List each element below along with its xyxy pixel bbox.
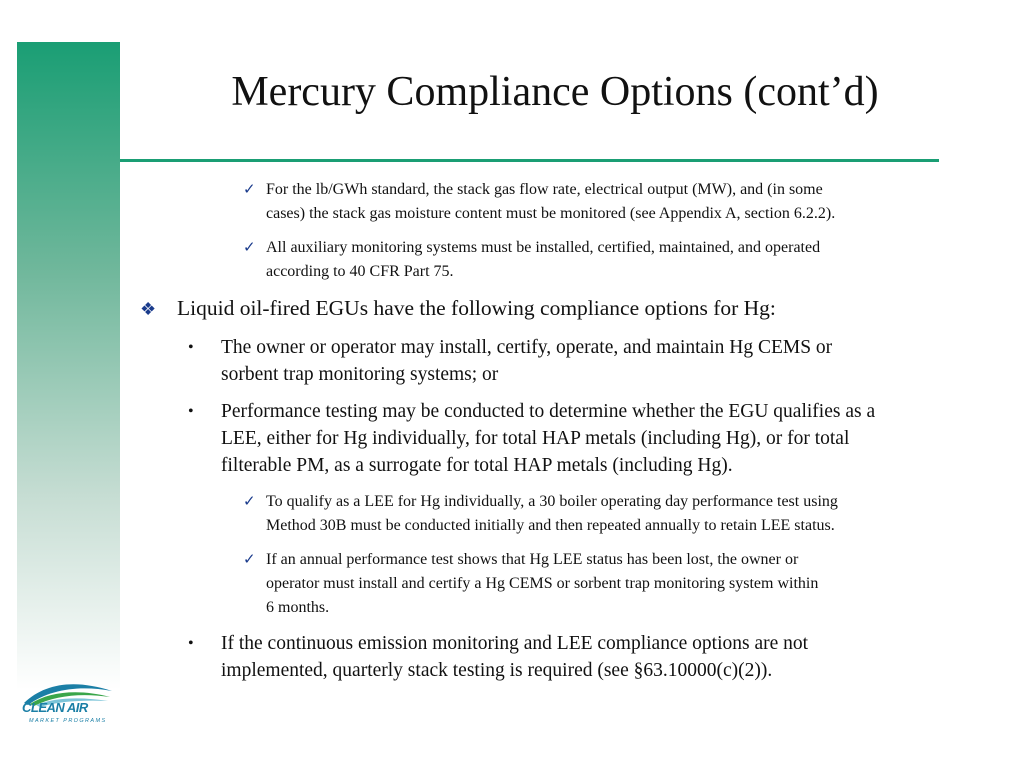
item-line: cases) the stack gas moisture content must be monitored (see Appendix A, section 6.2.2).	[266, 205, 836, 222]
dot-bullet-icon: •	[188, 403, 194, 420]
dot-item-3	[188, 630, 998, 684]
item-line: LEE, either for Hg individually, for total HAP metals (including Hg), or for total	[221, 428, 850, 449]
dot-item-1	[188, 334, 998, 388]
item-line: Method 30B must be conducted initially and then repeated annually to retain LEE status.	[266, 517, 835, 534]
item-line: Liquid oil-fired EGUs have the following compliance options for Hg:	[177, 296, 776, 320]
item-line: 6 months.	[266, 599, 330, 616]
item-line: If an annual performance test shows that Hg LEE status has been lost, the owner or	[266, 551, 799, 568]
check-item-4	[243, 548, 1003, 620]
item-line: implemented, quarterly stack testing is required (see §63.10000(c)(2)).	[221, 660, 773, 681]
logo-name: CLEAN AIR	[22, 700, 88, 715]
slide-title: Mercury Compliance Options (cont’d)	[231, 69, 879, 115]
diamond-item-1	[140, 294, 1000, 322]
item-line: filterable PM, as a surrogate for total HAP metals (including Hg).	[221, 455, 733, 476]
item-line: Performance testing may be conducted to determine whether the EGU qualifies as a	[221, 401, 876, 422]
dot-bullet-icon: •	[188, 339, 194, 356]
checkmark-icon: ✓	[243, 182, 256, 198]
title-underline	[120, 159, 939, 162]
item-line: sorbent trap monitoring systems; or	[221, 364, 499, 385]
logo-subtitle: MARKET PROGRAMS	[29, 718, 107, 724]
item-line: To qualify as a LEE for Hg individually, a 30 boiler operating day performance test using	[266, 493, 838, 510]
side-gradient-bar	[17, 42, 120, 690]
item-line: The owner or operator may install, certify, operate, and maintain Hg CEMS or	[221, 337, 833, 358]
item-line: operator must install and certify a Hg CEMS or sorbent trap monitoring system within	[266, 575, 819, 592]
item-line: according to 40 CFR Part 75.	[266, 263, 454, 280]
check-item-1	[243, 178, 1003, 226]
item-line: All auxiliary monitoring systems must be installed, certified, maintained, and operated	[266, 239, 821, 256]
check-item-2	[243, 236, 1003, 284]
dot-item-2	[188, 398, 1008, 479]
diamond-bullet-icon: ❖	[140, 299, 157, 319]
checkmark-icon: ✓	[243, 494, 256, 510]
item-line: For the lb/GWh standard, the stack gas flow rate, electrical output (MW), and (in some	[266, 181, 823, 198]
check-item-3	[243, 490, 1003, 538]
checkmark-icon: ✓	[243, 552, 256, 568]
checkmark-icon: ✓	[243, 240, 256, 256]
dot-bullet-icon: •	[188, 635, 194, 652]
item-line: If the continuous emission monitoring and LEE compliance options are not	[221, 633, 809, 654]
